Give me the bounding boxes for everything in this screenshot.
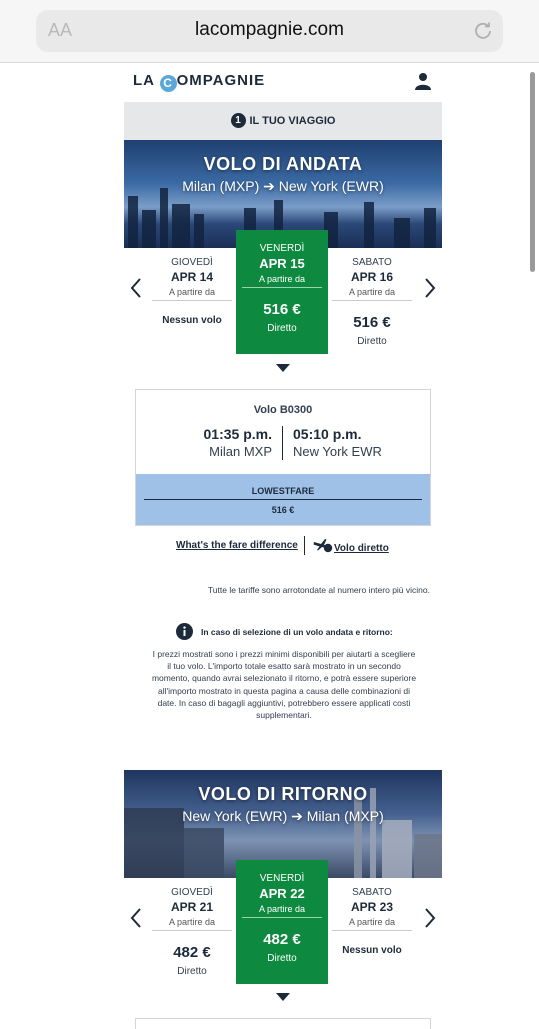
info-icon xyxy=(176,623,193,640)
divider xyxy=(304,536,305,555)
user-icon[interactable] xyxy=(414,72,432,90)
scrollbar[interactable] xyxy=(530,72,535,272)
date-option-apr23[interactable]: SABATO APR 23 A partire da Nessun volo xyxy=(332,860,412,984)
outbound-title: VOLO DI ANDATA xyxy=(203,154,363,174)
flight-card[interactable] xyxy=(135,389,431,526)
date-option-apr22-selected[interactable]: VENERDÌ APR 22 A partire da 482 € Diretto xyxy=(236,860,328,984)
chevron-right-icon[interactable] xyxy=(423,277,437,299)
date-option-apr14[interactable]: GIOVEDÌ APR 14 A partire da Nessun volo xyxy=(152,230,232,354)
flight-number: Volo B0300 xyxy=(253,404,313,416)
expand-caret-icon[interactable] xyxy=(276,364,290,372)
return-route: New York (EWR) ➔ Milan (MXP) xyxy=(182,808,384,824)
address-bar[interactable] xyxy=(36,10,503,52)
url-text[interactable]: lacompagnie.com xyxy=(195,19,344,40)
step-label: IL TUO VIAGGIO xyxy=(249,115,336,127)
date-option-apr15-selected[interactable]: VENERDÌ APR 15 A partire da 516 € Diretto xyxy=(236,230,328,354)
price: 482 € xyxy=(263,931,301,948)
outbound-route: Milan (MXP) ➔ New York (EWR) xyxy=(182,178,384,194)
direct-flight-icon xyxy=(312,537,334,553)
price: 516 € xyxy=(353,314,391,331)
fare-links xyxy=(124,536,442,558)
step-number: 1 xyxy=(231,113,246,128)
chevron-left-icon[interactable] xyxy=(129,277,143,299)
direct-flight-link[interactable]: Volo diretto xyxy=(334,543,389,554)
return-flight-card[interactable] xyxy=(135,1018,431,1029)
reload-icon[interactable] xyxy=(473,20,493,40)
site-header xyxy=(124,64,442,100)
chevron-left-icon[interactable] xyxy=(129,907,143,929)
fare-option-lowestfare[interactable]: LOWESTFARE 516 € xyxy=(136,474,430,525)
fare-difference-link[interactable]: What's the fare difference xyxy=(176,540,298,551)
rounding-note: Tutte le tariffe sono arrotondate al numero intero più vicino. xyxy=(207,585,430,595)
date-option-apr16[interactable]: SABATO APR 16 A partire da 516 € Diretto xyxy=(332,230,412,354)
price: 516 € xyxy=(263,301,301,318)
arrival-info: 05:10 p.m. New York EWR xyxy=(293,426,382,459)
brand-logo[interactable]: LA C OMPAGNIE xyxy=(133,72,266,90)
date-option-apr21[interactable]: GIOVEDÌ APR 21 A partire da 482 € Diretto xyxy=(152,860,232,984)
step-indicator xyxy=(124,102,442,140)
no-flight-label: Nessun volo xyxy=(162,315,222,326)
expand-caret-icon[interactable] xyxy=(276,993,290,1001)
info-body-text: I prezzi mostrati sono i prezzi minimi disponibili per aiutarti a scegliere il tuo volo. L'importo totale esatto sarà mostrato in un secondo momento, quando avrai selezionato il ritorno, e potrà essere superiore all'importo mostrato in questa pagina a causa delle combinazioni di date. In caso di bagagli aggiuntivi, potrebbero essere applicati costi supplementari. xyxy=(151,649,417,721)
return-title: VOLO DI RITORNO xyxy=(198,784,368,804)
price: 482 € xyxy=(173,944,211,961)
departure-info: 01:35 p.m. Milan MXP xyxy=(203,426,272,459)
text-size-button[interactable]: AA xyxy=(48,20,73,40)
outbound-date-selector xyxy=(124,230,442,356)
info-heading: In caso di selezione di un volo andata e ritorno: xyxy=(176,623,436,641)
chevron-right-icon[interactable] xyxy=(423,907,437,929)
browser-toolbar xyxy=(0,0,539,63)
no-flight-label: Nessun volo xyxy=(342,945,402,956)
return-date-selector xyxy=(124,860,442,986)
divider xyxy=(282,426,283,460)
